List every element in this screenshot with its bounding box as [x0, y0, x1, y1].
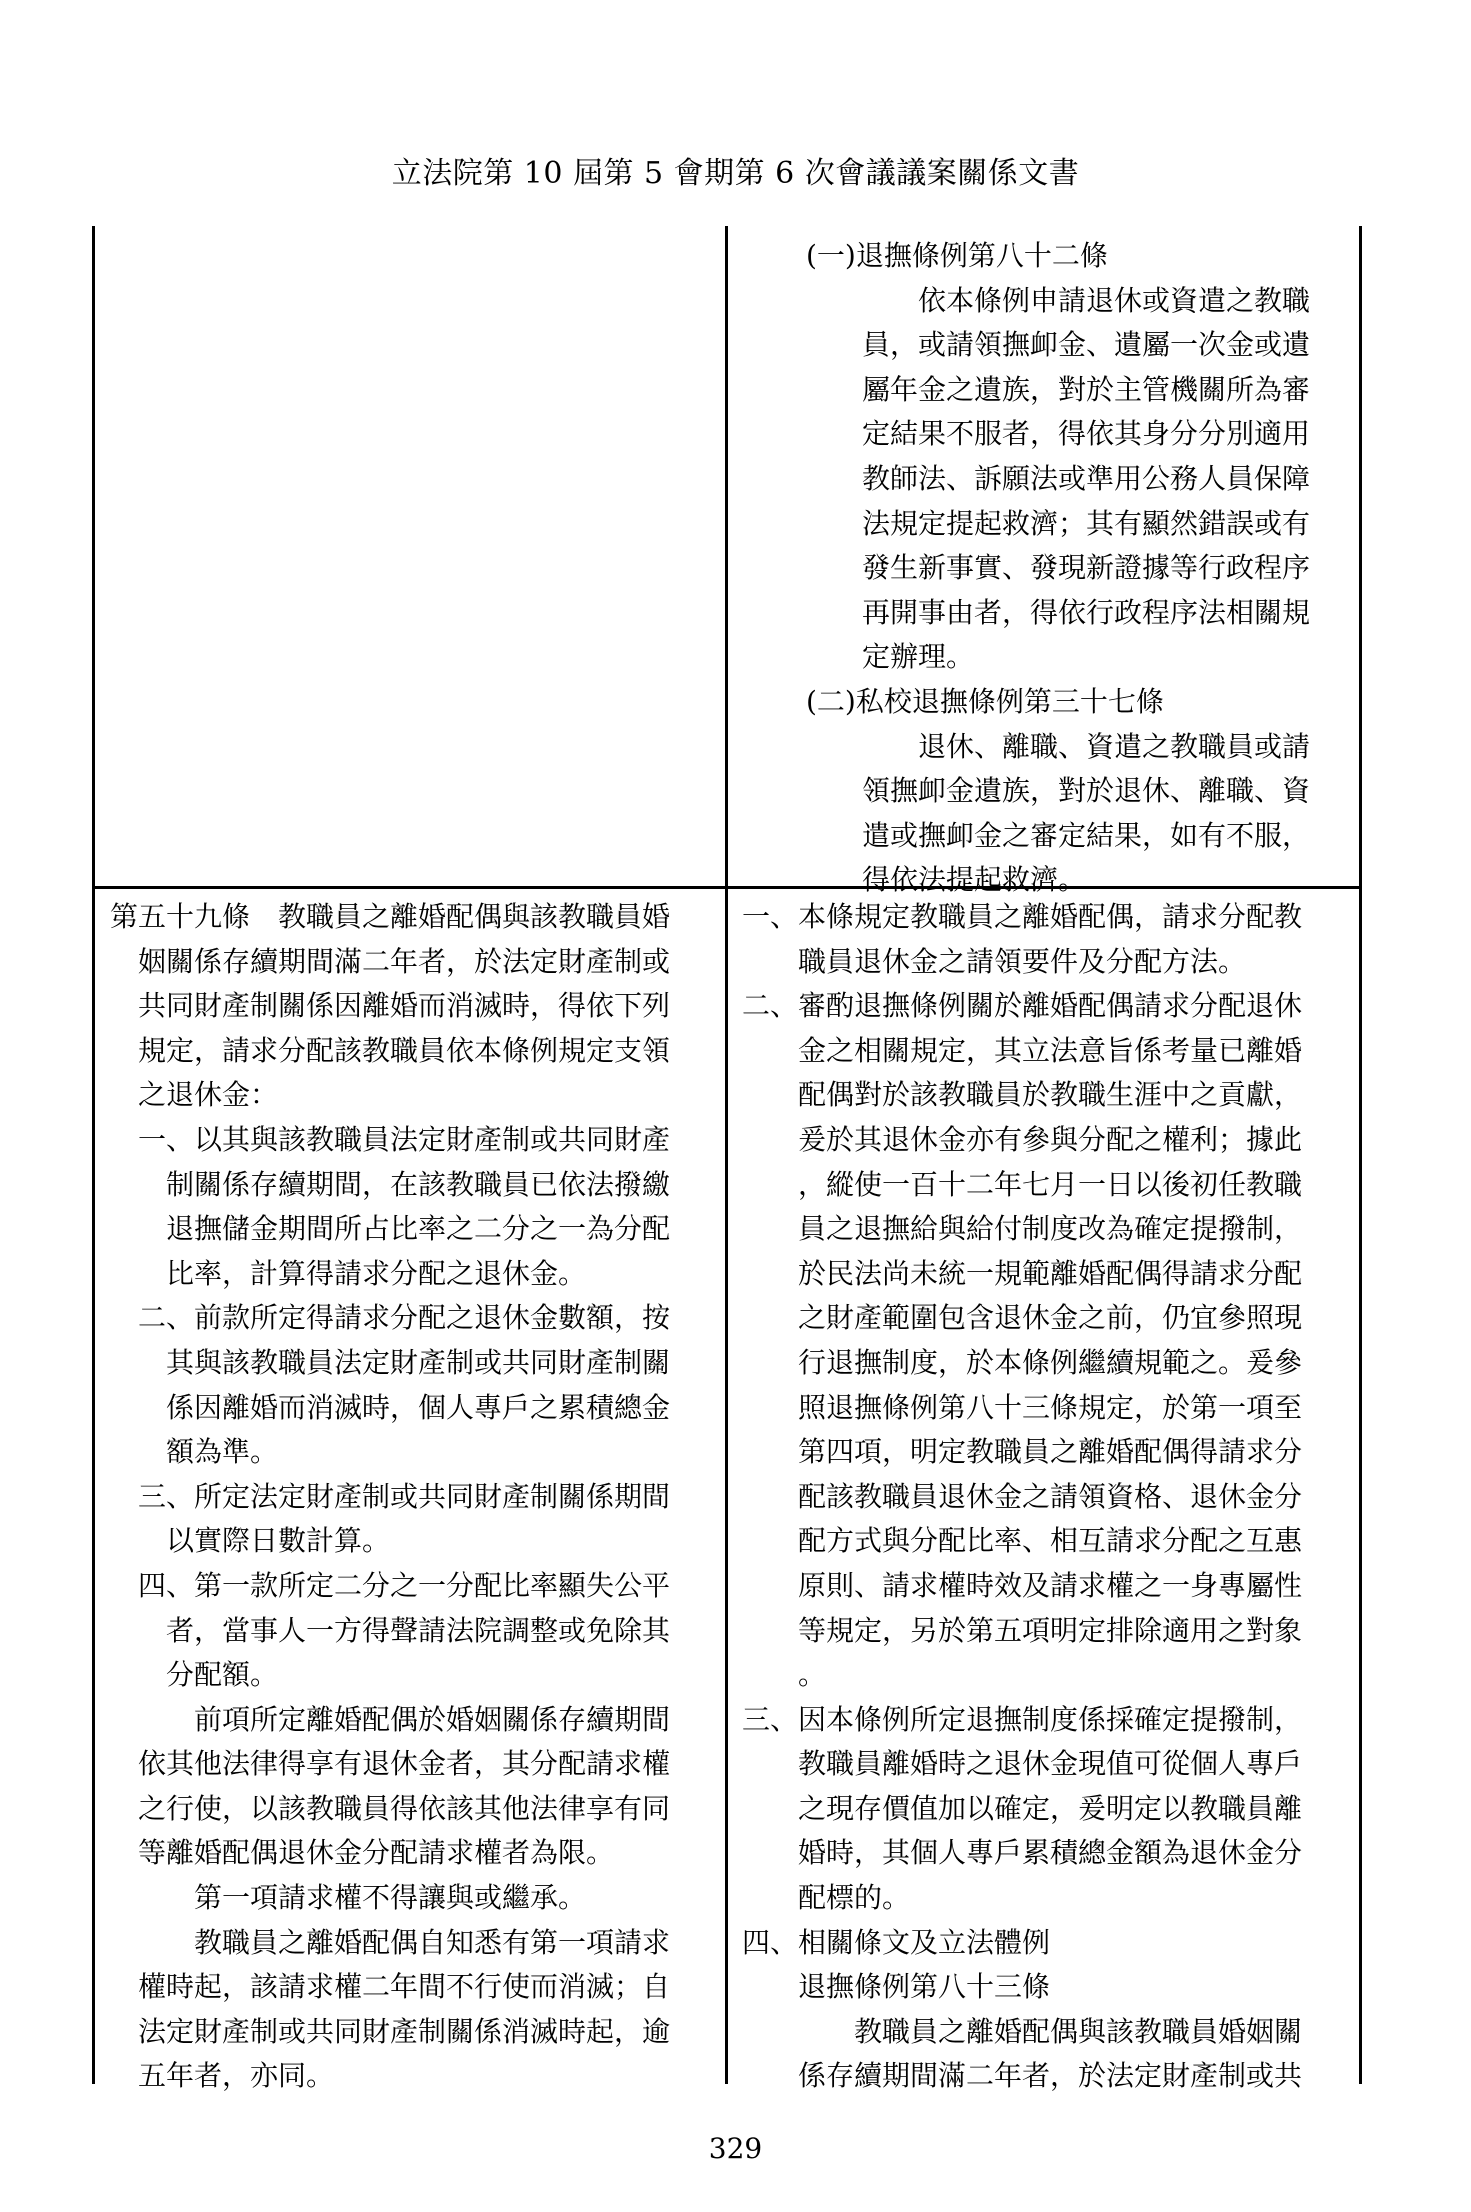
paragraph-line: 員之退撫給與給付制度改為確定提撥制，	[798, 1212, 1303, 1246]
paragraph-line: 發生新事實、發現新證據等行政程序	[862, 551, 1311, 585]
paragraph-line: 再開事由者，得依行政程序法相關規	[862, 595, 1311, 629]
paragraph-line: 照退撫條例第八十三條規定，於第一項至	[798, 1390, 1303, 1424]
list-item-line: 二、前款所定得請求分配之退休金數額，按	[138, 1301, 671, 1335]
paragraph-line: (一)退撫條例第八十二條	[806, 239, 1108, 272]
paragraph-line: 婚時，其個人專戶累積總金額為退休金分	[798, 1836, 1303, 1870]
paragraph-line: 配標的。	[798, 1881, 911, 1915]
paragraph-line: 制關係存續期間，在該教職員已依法撥繳	[166, 1167, 671, 1201]
list-item-line: 四、第一款所定二分之一分配比率顯失公平	[138, 1568, 671, 1602]
paragraph-line: 法定財產制或共同財產制關係消滅時起，逾	[138, 2014, 671, 2048]
paragraph-line: 行退撫制度，於本條例繼續規範之。爰參	[798, 1345, 1303, 1379]
paragraph-line: 第四項，明定教職員之離婚配偶得請求分	[798, 1435, 1303, 1469]
paragraph-line: 其與該教職員法定財產制或共同財產制關	[166, 1345, 671, 1379]
paragraph-line: ，縱使一百十二年七月一日以後初任教職	[798, 1167, 1303, 1201]
list-item-line: 一、以其與該教職員法定財產制或共同財產	[138, 1122, 671, 1156]
row2-right-cell	[742, 895, 1302, 2099]
paragraph-line: 教職員離婚時之退休金現值可從個人專戶	[798, 1747, 1303, 1781]
paragraph-line: 退休、離職、資遣之教職員或請	[918, 729, 1311, 763]
page-header: 立法院第 10 屆第 5 會期第 6 次會議議案關係文書	[391, 156, 1080, 191]
right-column-border	[1359, 226, 1362, 2084]
left-column-border	[92, 226, 95, 2084]
list-item-line: 一、本條規定教職員之離婚配偶，請求分配教	[742, 900, 1303, 933]
paragraph-line: 爰於其退休金亦有參與分配之權利；據此	[798, 1122, 1303, 1156]
paragraph-line: 依本條例申請退休或資遣之教職	[918, 283, 1311, 317]
paragraph-line: 教職員之離婚配偶自知悉有第一項請求	[194, 1925, 671, 1959]
paragraph-line: 教師法、訴願法或準用公務人員保障	[862, 461, 1311, 495]
paragraph-line: 共同財產制關係因離婚而消滅時，得依下列	[138, 989, 671, 1023]
paragraph-line: 之現存價值加以確定，爰明定以教職員離	[798, 1791, 1303, 1825]
list-item-line: 三、所定法定財產制或共同財產制關係期間	[138, 1479, 671, 1513]
paragraph-line: 領撫卹金遺族，對於退休、離職、資	[862, 774, 1311, 808]
paragraph-line: 法規定提起救濟；其有顯然錯誤或有	[862, 506, 1311, 540]
paragraph-line: 退撫條例第八十三條	[798, 1970, 1051, 2004]
paragraph-line: 比率，計算得請求分配之退休金。	[166, 1256, 587, 1290]
paragraph-line: 之財產範圍包含退休金之前，仍宜參照現	[798, 1301, 1303, 1335]
paragraph-line: 等離婚配偶退休金分配請求權者為限。	[138, 1836, 615, 1870]
paragraph-line: 權時起，該請求權二年間不行使而消滅；自	[138, 1970, 671, 2004]
paragraph-line: 。	[798, 1658, 827, 1692]
list-item-line: 三、因本條例所定退撫制度係採確定提撥制，	[742, 1702, 1303, 1736]
paragraph-line: 額為準。	[166, 1435, 279, 1469]
row2-left-cell	[110, 895, 670, 2099]
paragraph-line: 以實際日數計算。	[166, 1524, 391, 1558]
paragraph-line: 配該教職員退休金之請領資格、退休金分	[798, 1479, 1303, 1513]
paragraph-line: 五年者，亦同。	[138, 2059, 335, 2093]
paragraph-line: 遣或撫卹金之審定結果，如有不服，	[862, 818, 1311, 852]
paragraph-line: 依其他法律得享有退休金者，其分配請求權	[138, 1747, 671, 1781]
paragraph-line: 退撫儲金期間所占比率之二分之一為分配	[166, 1212, 671, 1246]
paragraph-line: 配方式與分配比率、相互請求分配之互惠	[798, 1524, 1303, 1558]
paragraph-line: 者，當事人一方得聲請法院調整或免除其	[166, 1613, 671, 1647]
paragraph-line: 定辦理。	[862, 640, 975, 674]
paragraph-line: 分配額。	[166, 1658, 279, 1692]
paragraph-line: 得依法提起救濟。	[862, 863, 1087, 897]
paragraph-line: 職員退休金之請領要件及分配方法。	[798, 944, 1247, 978]
paragraph-line: 等規定，另於第五項明定排除適用之對象	[798, 1613, 1303, 1647]
page-number: 329	[708, 2132, 763, 2165]
list-item-line: 四、相關條文及立法體例	[742, 1925, 1051, 1959]
paragraph-line: 姻關係存續期間滿二年者，於法定財產制或	[138, 944, 671, 978]
center-column-border	[725, 226, 728, 2084]
paragraph-line: 員，或請領撫卹金、遺屬一次金或遺	[862, 328, 1311, 362]
paragraph-line: 金之相關規定，其立法意旨係考量已離婚	[798, 1033, 1303, 1067]
paragraph-line: 係因離婚而消滅時，個人專戶之累積總金	[166, 1390, 671, 1424]
row1-right-cell	[806, 234, 1310, 903]
paragraph-line: 教職員之離婚配偶與該教職員婚姻關	[854, 2014, 1303, 2048]
list-item-line: 二、審酌退撫條例關於離婚配偶請求分配退休	[742, 989, 1303, 1023]
paragraph-line: 屬年金之遺族，對於主管機關所為審	[862, 372, 1311, 406]
paragraph-line: 配偶對於該教職員於教職生涯中之貢獻，	[798, 1078, 1303, 1112]
paragraph-line: 第一項請求權不得讓與或繼承。	[194, 1881, 587, 1915]
paragraph-line: 規定，請求分配該教職員依本條例規定支領	[138, 1033, 671, 1067]
paragraph-line: 定結果不服者，得依其身分分別適用	[862, 417, 1311, 451]
article-title-line: 第五十九條 教職員之離婚配偶與該教職員婚	[110, 900, 671, 933]
paragraph-line: (二)私校退撫條例第三十七條	[806, 684, 1164, 718]
paragraph-line: 前項所定離婚配偶於婚姻關係存續期間	[194, 1702, 671, 1736]
paragraph-line: 係存續期間滿二年者，於法定財產制或共	[798, 2059, 1303, 2093]
paragraph-line: 於民法尚未統一規範離婚配偶得請求分配	[798, 1256, 1303, 1290]
paragraph-line: 之退休金：	[138, 1078, 279, 1112]
paragraph-line: 原則、請求權時效及請求權之一身專屬性	[798, 1568, 1303, 1602]
paragraph-line: 之行使，以該教職員得依該其他法律享有同	[138, 1791, 671, 1825]
